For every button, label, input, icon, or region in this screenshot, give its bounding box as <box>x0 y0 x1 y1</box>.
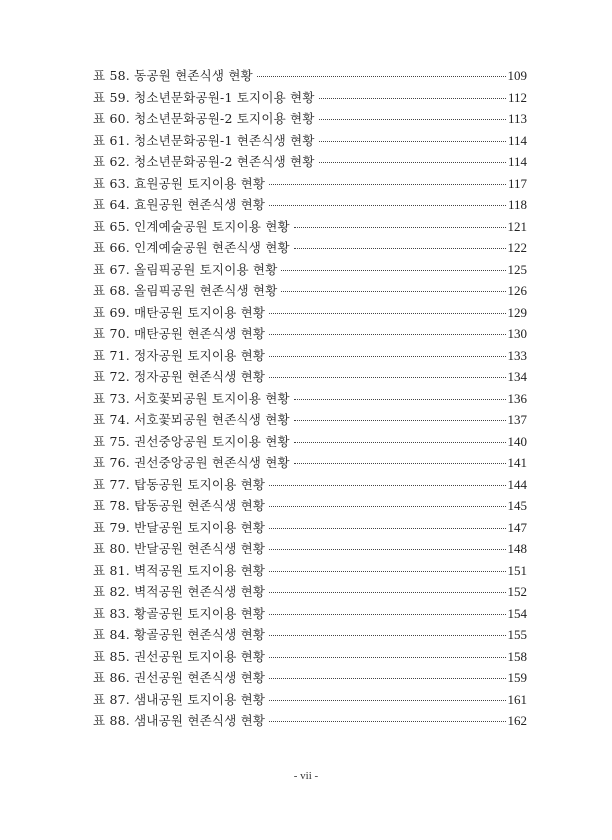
toc-entry-page-number: 136 <box>507 390 527 406</box>
toc-entry-page-number: 125 <box>507 261 527 277</box>
toc-entry-page-number: 148 <box>507 541 527 556</box>
toc-entry-page-number: 158 <box>507 648 527 664</box>
dot-leader <box>294 442 506 443</box>
toc-entry[interactable] <box>93 88 527 110</box>
toc-entry-title: 표 86. 권선공원 현존식생 현황 <box>93 670 266 685</box>
dot-leader <box>257 76 506 77</box>
toc-entry-title: 표 66. 인계예술공원 현존식생 현황 <box>93 240 290 255</box>
toc-entry-title: 표 71. 정자공원 토지이용 현황 <box>93 347 266 363</box>
dot-leader <box>294 248 506 249</box>
dot-leader <box>269 506 505 507</box>
toc-entry-page-number: 137 <box>507 412 527 427</box>
toc-entry-title: 표 76. 권선중앙공원 현존식생 현황 <box>93 455 290 470</box>
toc-entry-page-number: 121 <box>507 218 527 234</box>
dot-leader <box>319 162 506 163</box>
toc-entry-title: 표 68. 올림픽공원 현존식생 현황 <box>93 283 278 298</box>
dot-leader <box>269 313 505 314</box>
toc-entry-page-number: 114 <box>507 154 527 169</box>
toc-entry[interactable] <box>93 346 527 368</box>
toc-entry[interactable] <box>93 195 527 217</box>
dot-leader <box>294 227 506 228</box>
dot-leader <box>281 270 505 271</box>
page-number-footer: - vii - <box>293 770 319 782</box>
dot-leader <box>269 528 505 529</box>
toc-entry-title: 표 85. 권선공원 토지이용 현황 <box>93 648 266 664</box>
dot-leader <box>294 463 506 464</box>
toc-entry-page-number: 145 <box>507 498 527 513</box>
toc-entry-page-number: 122 <box>507 240 527 255</box>
toc-entry-page-number: 134 <box>507 369 527 384</box>
toc-entry-title: 표 67. 올림픽공원 토지이용 현황 <box>93 261 278 277</box>
toc-entry-title: 표 75. 권선중앙공원 토지이용 현황 <box>93 433 290 449</box>
toc-entry[interactable] <box>93 389 527 411</box>
toc-entry-title: 표 73. 서호꽃뫼공원 토지이용 현황 <box>93 390 290 406</box>
toc-entry-title: 표 88. 샘내공원 현존식생 현황 <box>93 713 266 728</box>
dot-leader <box>269 205 506 206</box>
dot-leader <box>269 614 505 615</box>
toc-entry-page-number: 112 <box>507 89 527 105</box>
toc-entry-title: 표 78. 탑동공원 현존식생 현황 <box>93 498 266 513</box>
toc-entry[interactable] <box>93 238 527 260</box>
dot-leader <box>269 549 505 550</box>
toc-entry[interactable] <box>93 690 527 712</box>
dot-leader <box>294 399 506 400</box>
toc-entry-page-number: 141 <box>507 455 527 470</box>
toc-entry-title: 표 64. 효원공원 현존식생 현황 <box>93 197 266 212</box>
toc-entry-page-number: 140 <box>507 433 527 449</box>
toc-entry[interactable] <box>93 260 527 282</box>
dot-leader <box>269 334 505 335</box>
toc-entry-title: 표 79. 반달공원 토지이용 현황 <box>93 519 266 535</box>
toc-entry-title: 표 70. 매탄공원 현존식생 현황 <box>93 326 266 341</box>
toc-entry-page-number: 109 <box>507 68 527 83</box>
toc-entry-title: 표 87. 샘내공원 토지이용 현황 <box>93 691 266 707</box>
toc-entry[interactable] <box>93 496 527 518</box>
toc-entry[interactable] <box>93 217 527 239</box>
dot-leader <box>269 571 505 572</box>
toc-entry[interactable] <box>93 475 527 497</box>
toc-entry[interactable] <box>93 367 527 389</box>
toc-entry[interactable] <box>93 518 527 540</box>
dot-leader <box>269 700 505 701</box>
toc-entry[interactable] <box>93 561 527 583</box>
toc-entry[interactable] <box>93 131 527 153</box>
toc-entry[interactable] <box>93 303 527 325</box>
toc-entry-page-number: 126 <box>507 283 527 298</box>
toc-entry-page-number: 144 <box>507 476 527 492</box>
dot-leader <box>294 420 506 421</box>
toc-entry[interactable] <box>93 410 527 432</box>
toc-entry[interactable] <box>93 604 527 626</box>
toc-entry[interactable] <box>93 152 527 174</box>
toc-entry[interactable] <box>93 324 527 346</box>
toc-entry-page-number: 117 <box>507 175 527 191</box>
table-of-tables <box>93 66 527 733</box>
toc-entry-page-number: 129 <box>507 304 527 320</box>
toc-entry-page-number: 130 <box>507 326 527 341</box>
toc-entry-title: 표 72. 정자공원 현존식생 현황 <box>93 369 266 384</box>
toc-entry[interactable] <box>93 582 527 604</box>
dot-leader <box>269 721 505 722</box>
toc-entry-title: 표 81. 벽적공원 토지이용 현황 <box>93 562 266 578</box>
toc-entry[interactable] <box>93 647 527 669</box>
toc-entry-title: 표 60. 청소년문화공원-2 토지이용 현황 <box>93 111 315 126</box>
toc-entry-title: 표 58. 동공원 현존식생 현황 <box>93 68 253 83</box>
toc-entry-title: 표 74. 서호꽃뫼공원 현존식생 현황 <box>93 412 290 427</box>
toc-entry[interactable] <box>93 625 527 647</box>
dot-leader <box>269 678 505 679</box>
toc-entry-page-number: 161 <box>507 691 527 707</box>
toc-entry-page-number: 151 <box>507 562 527 578</box>
toc-entry-title: 표 59. 청소년문화공원-1 토지이용 현황 <box>93 89 315 105</box>
dot-leader <box>319 141 506 142</box>
toc-entry-page-number: 154 <box>507 605 527 621</box>
toc-entry[interactable] <box>93 711 527 733</box>
dot-leader <box>269 635 505 636</box>
toc-entry-title: 표 61. 청소년문화공원-1 현존식생 현황 <box>93 132 315 148</box>
toc-entry[interactable] <box>93 281 527 303</box>
toc-entry-page-number: 159 <box>507 670 527 685</box>
dot-leader <box>269 184 506 185</box>
toc-entry[interactable] <box>93 432 527 454</box>
dot-leader <box>269 377 505 378</box>
toc-entry-page-number: 113 <box>507 111 527 126</box>
toc-entry-page-number: 133 <box>507 347 527 363</box>
dot-leader <box>269 592 505 593</box>
toc-entry-title: 표 69. 매탄공원 토지이용 현황 <box>93 304 266 320</box>
dot-leader <box>319 98 506 99</box>
toc-entry-title: 표 62. 청소년문화공원-2 현존식생 현황 <box>93 154 315 169</box>
dot-leader <box>269 356 505 357</box>
toc-entry[interactable] <box>93 66 527 88</box>
toc-entry-title: 표 80. 반달공원 현존식생 현황 <box>93 541 266 556</box>
toc-entry-page-number: 114 <box>507 132 527 148</box>
toc-entry-page-number: 162 <box>507 713 527 728</box>
toc-entry[interactable] <box>93 453 527 475</box>
dot-leader <box>319 119 506 120</box>
toc-entry-title: 표 84. 황골공원 현존식생 현황 <box>93 627 266 642</box>
dot-leader <box>269 657 505 658</box>
toc-entry-title: 표 82. 벽적공원 현존식생 현황 <box>93 584 266 599</box>
toc-entry-page-number: 147 <box>507 519 527 535</box>
toc-entry-title: 표 83. 황골공원 토지이용 현황 <box>93 605 266 621</box>
toc-entry-page-number: 155 <box>507 627 527 642</box>
dot-leader <box>281 291 505 292</box>
toc-entry[interactable] <box>93 539 527 561</box>
dot-leader <box>269 485 505 486</box>
toc-entry-title: 표 65. 인계예술공원 토지이용 현황 <box>93 218 290 234</box>
toc-entry[interactable] <box>93 109 527 131</box>
toc-entry-page-number: 152 <box>507 584 527 599</box>
toc-entry[interactable] <box>93 174 527 196</box>
toc-entry-title: 표 77. 탑동공원 토지이용 현황 <box>93 476 266 492</box>
toc-entry-page-number: 118 <box>507 197 527 212</box>
toc-entry-title: 표 63. 효원공원 토지이용 현황 <box>93 175 266 191</box>
toc-entry[interactable] <box>93 668 527 690</box>
